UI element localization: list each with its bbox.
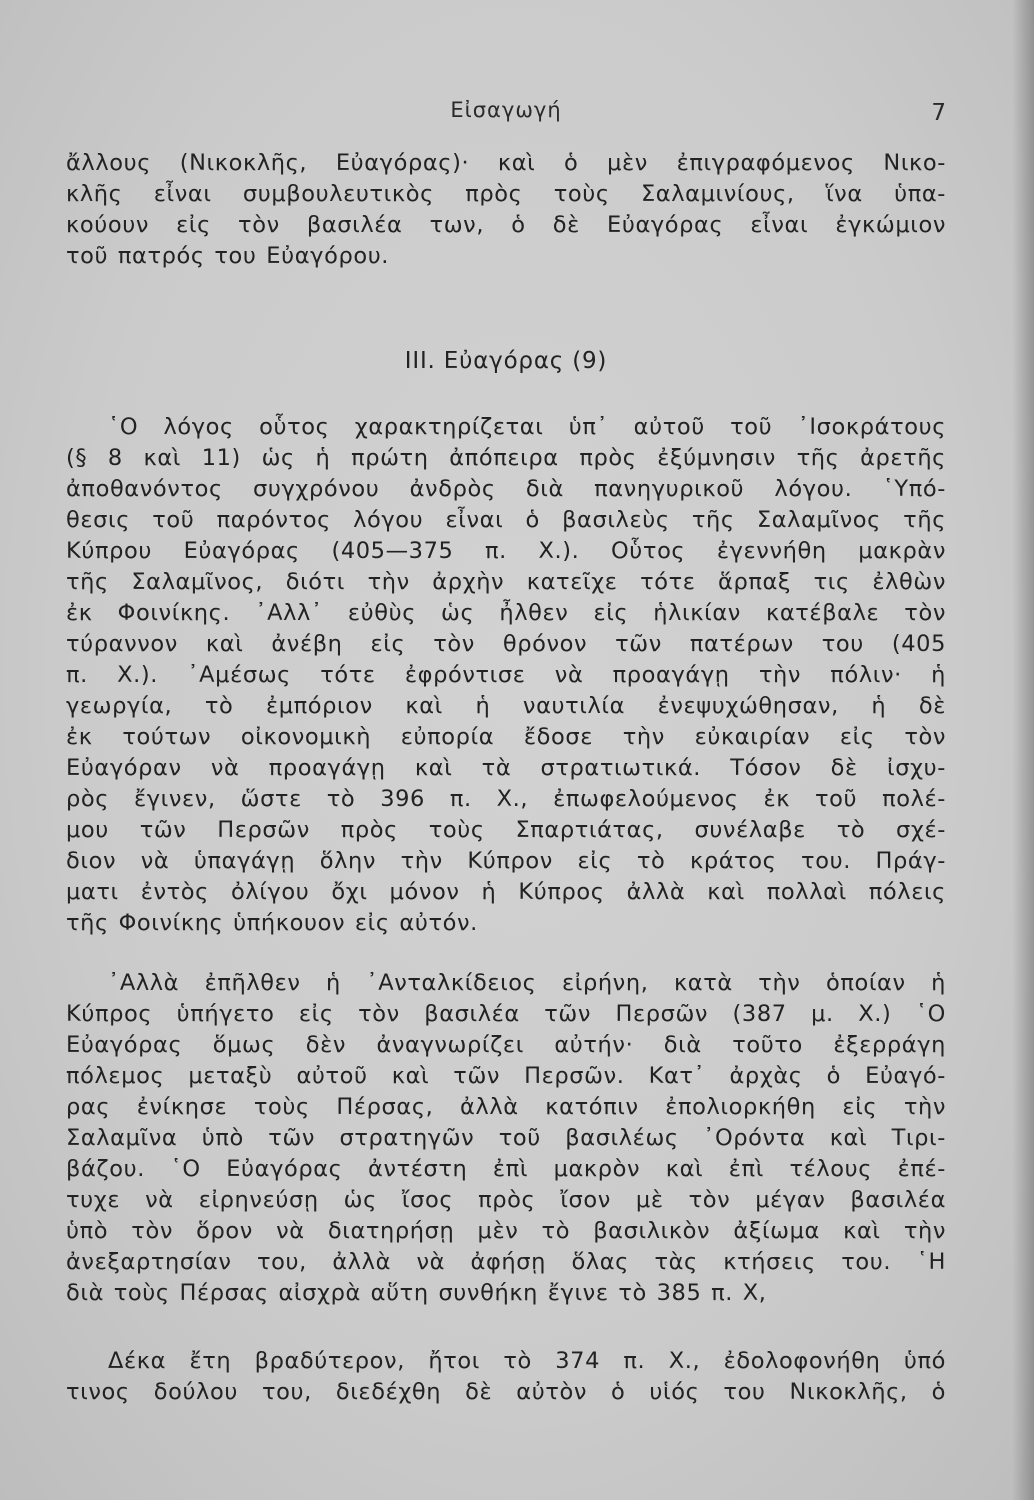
text-line: βάζου. ῾Ο Εὐαγόρας ἀντέστη ἐπὶ μακρὸν καὶ ἐπὶ τέλους ἐπέ- bbox=[66, 1156, 946, 1182]
text-line: ἐκ Φοινίκης. ᾽Αλλ᾽ εὐθὺς ὡς ἦλθεν εἰς ἡλικίαν κατέβαλε τὸν bbox=[66, 600, 946, 626]
paragraph-3 bbox=[66, 1346, 946, 1408]
text-line: ᾽Αλλὰ ἐπῆλθεν ἡ ᾽Ανταλκίδειος εἰρήνη, κατὰ τὴν ὁποίαν ἡ bbox=[108, 970, 946, 996]
text-line: κλῆς εἶναι συμβουλευτικὸς πρὸς τοὺς Σαλαμινίους, ἵνα ὑπα- bbox=[66, 181, 946, 207]
text-line: τῆς Φοινίκης ὑπήκουον εἰς αὐτόν. bbox=[66, 910, 478, 936]
text-line: Κύπρος ὑπήγετο εἰς τὸν βασιλέα τῶν Περσῶν (387 μ. Χ.) ῾Ο bbox=[66, 1001, 946, 1027]
text-line: θεσις τοῦ παρόντος λόγου εἶναι ὁ βασιλεὺς τῆς Σαλαμῖνος τῆς bbox=[66, 507, 946, 533]
text-line: γεωργία, τὸ ἐμπόριον καὶ ἡ ναυτιλία ἐνεψυχώθησαν, ἡ δὲ bbox=[66, 693, 946, 719]
text-line: τοῦ πατρός του Εὐαγόρου. bbox=[66, 243, 390, 269]
text-line: π. Χ.). ᾽Αμέσως τότε ἐφρόντισε νὰ προαγάγῃ τὴν πόλιν· ἡ bbox=[66, 662, 946, 688]
text-line: διον νὰ ὑπαγάγῃ ὅλην τὴν Κύπρον εἰς τὸ κράτος του. Πράγ- bbox=[66, 848, 946, 874]
text-line: ρας ἐνίκησε τοὺς Πέρσας, ἀλλὰ κατόπιν ἐπολιορκήθη εἰς τὴν bbox=[66, 1094, 946, 1120]
running-head: Εἰσαγωγή bbox=[450, 98, 562, 122]
text-line: ρὸς ἔγινεν, ὥστε τὸ 396 π. Χ., ἐπωφελούμενος ἐκ τοῦ πολέ- bbox=[66, 786, 946, 812]
text-line: ἀνεξαρτησίαν του, ἀλλὰ νὰ ἀφήσῃ ὅλας τὰς κτήσεις του. ῾Η bbox=[66, 1249, 946, 1275]
text-line: ἀποθανόντος συγχρόνου ἀνδρὸς διὰ πανηγυρικοῦ λόγου. ῾Υπό- bbox=[66, 476, 946, 502]
text-line: Εὐαγόραν νὰ προαγάγῃ καὶ τὰ στρατιωτικά. Τόσον δὲ ἰσχυ- bbox=[66, 755, 946, 781]
text-line: μου τῶν Περσῶν πρὸς τοὺς Σπαρτιάτας, συνέλαβε τὸ σχέ- bbox=[66, 817, 946, 843]
text-line: Δέκα ἔτη βραδύτερον, ἤτοι τὸ 374 π. Χ., ἐδολοφονήθη ὑπό bbox=[108, 1348, 946, 1374]
text-line: ὑπὸ τὸν ὅρον νὰ διατηρήσῃ μὲν τὸ βασιλικὸν ἀξίωμα καὶ τὴν bbox=[66, 1218, 946, 1244]
text-line: Κύπρου Εὐαγόρας (405—375 π. Χ.). Οὗτος ἐγεννήθη μακρὰν bbox=[66, 538, 946, 564]
section-heading: III. Εὐαγόρας (9) bbox=[404, 348, 608, 374]
text-line: ἄλλους (Νικοκλῆς, Εὐαγόρας)· καὶ ὁ μὲν ἐπιγραφόμενος Νικο- bbox=[66, 150, 946, 176]
page-number: 7 bbox=[931, 100, 946, 126]
text-line: Εὐαγόρας ὅμως δὲν ἀναγνωρίζει αὐτήν· διὰ τοῦτο ἐξερράγη bbox=[66, 1032, 946, 1058]
paragraph-1 bbox=[66, 412, 946, 939]
page-header bbox=[66, 98, 946, 138]
page-edge-shadow bbox=[1012, 0, 1034, 1500]
text-line: Σαλαμῖνα ὑπὸ τῶν στρατηγῶν τοῦ βασιλέως ᾽Ορόντα καὶ Τιρι- bbox=[66, 1125, 946, 1151]
text-line: τύραννον καὶ ἀνέβη εἰς τὸν θρόνον τῶν πατέρων του (405 bbox=[66, 631, 946, 657]
intro-paragraph bbox=[66, 148, 946, 272]
text-line: τῆς Σαλαμῖνος, διότι τὴν ἀρχὴν κατεῖχε τότε ἅρπαξ τις ἐλθὼν bbox=[66, 569, 946, 595]
text-line: (§ 8 καὶ 11) ὡς ἡ πρώτη ἀπόπειρα πρὸς ἐξύμνησιν τῆς ἀρετῆς bbox=[66, 445, 946, 471]
text-line: διὰ τοὺς Πέρσας αἰσχρὰ αὕτη συνθήκη ἔγινε τὸ 385 π. Χ, bbox=[66, 1280, 767, 1306]
text-line: πόλεμος μεταξὺ αὐτοῦ καὶ τῶν Περσῶν. Κατ᾽ ἀρχὰς ὁ Εὐαγό- bbox=[66, 1063, 946, 1089]
text-line: ῾Ο λόγος οὗτος χαρακτηρίζεται ὑπ᾽ αὐτοῦ τοῦ ᾽Ισοκράτους bbox=[108, 414, 946, 440]
text-line: τινος δούλου του, διεδέχθη δὲ αὐτὸν ὁ υἱός του Νικοκλῆς, ὁ bbox=[66, 1379, 946, 1405]
text-line: ματι ἐντὸς ὀλίγου ὄχι μόνον ἡ Κύπρος ἀλλὰ καὶ πολλαὶ πόλεις bbox=[66, 879, 946, 905]
text-line: τυχε νὰ εἰρηνεύσῃ ὡς ἴσος πρὸς ἴσον μὲ τὸν μέγαν βασιλέα bbox=[66, 1187, 946, 1213]
paragraph-2 bbox=[66, 968, 946, 1309]
text-line: κούουν εἰς τὸν βασιλέα των, ὁ δὲ Εὐαγόρας εἶναι ἐγκώμιον bbox=[66, 212, 946, 238]
text-line: ἐκ τούτων οἰκονομικὴ εὐπορία ἔδοσε τὴν εὐκαιρίαν εἰς τὸν bbox=[66, 724, 946, 750]
